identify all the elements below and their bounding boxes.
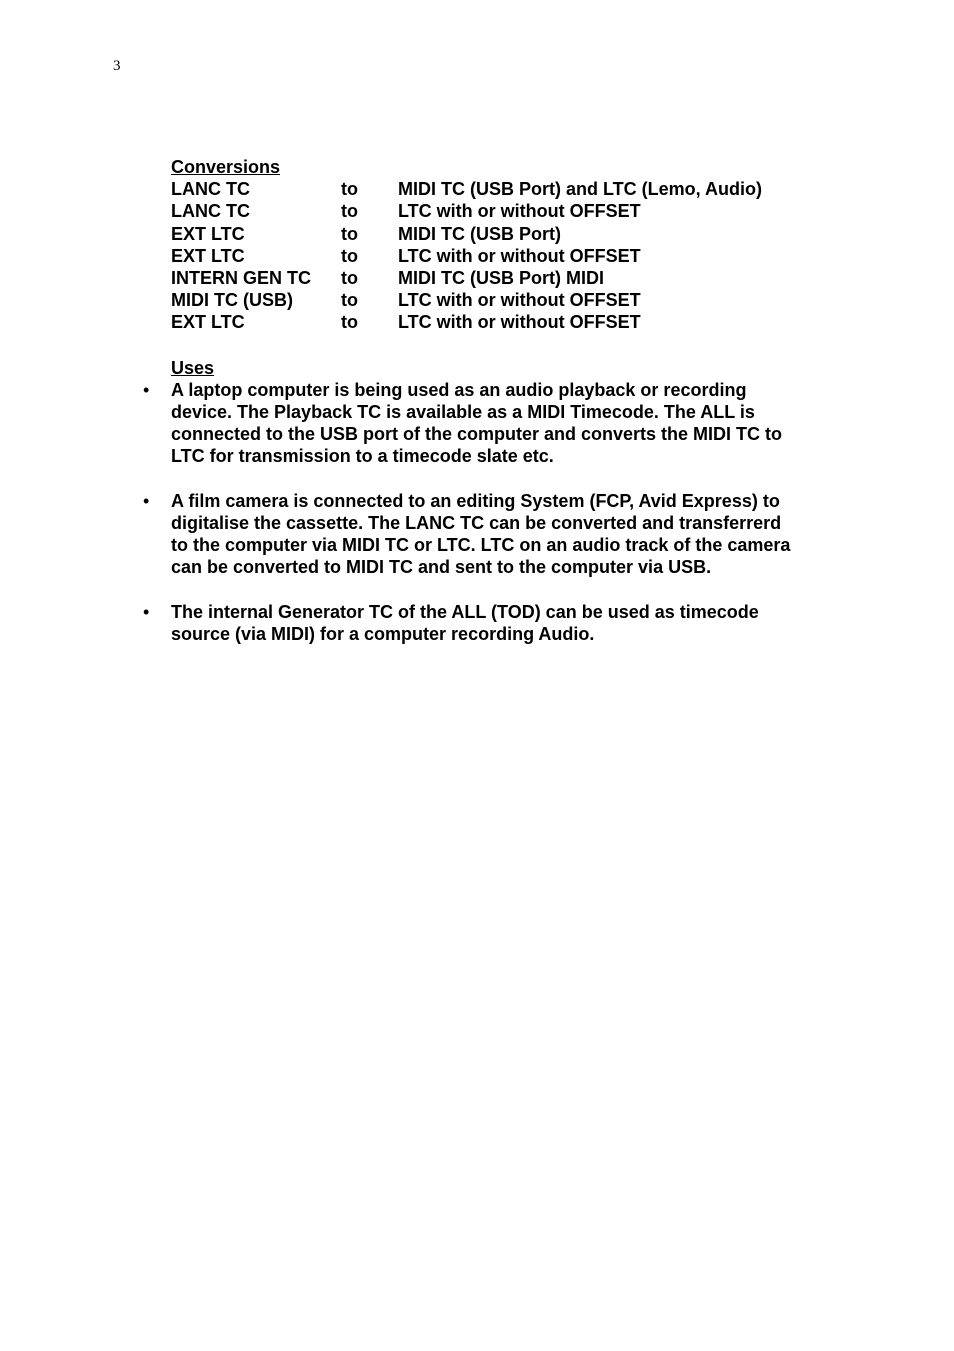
conversion-connector: to [341,245,358,266]
conversion-source: INTERN GEN TC [171,267,312,288]
uses-line: A film camera is connected to an editing System (FCP, Avid Express) to [171,490,780,511]
conversion-connector: to [341,267,358,288]
uses-line: LTC for transmission to a timecode slate etc. [171,446,554,467]
conversions-heading: Conversions [171,157,281,177]
list-item [143,490,851,579]
uses-line: source (via MIDI) for a computer recording Audio. [171,623,595,644]
list-item [143,379,851,468]
uses-line: connected to the USB port of the computer and converts the MIDI TC to [171,424,783,445]
conversion-source: MIDI TC (USB) [171,290,293,311]
conversion-connector: to [341,312,358,333]
uses-line: A laptop computer is being used as an audio playback or recording [171,379,747,400]
conversion-row [171,311,851,333]
conversion-row [171,178,851,200]
conversion-row [171,223,851,245]
conversion-source: LANC TC [171,179,250,200]
conversion-target: LTC with or without OFFSET [398,201,641,222]
uses-line: can be converted to MIDI TC and sent to the computer via USB. [171,557,712,578]
conversion-row [171,267,851,289]
uses-line: device. The Playback TC is available as a MIDI Timecode. The ALL is [171,401,755,422]
conversion-source: EXT LTC [171,312,245,333]
uses-line: digitalise the cassette. The LANC TC can be converted and transferrerd [171,512,782,533]
uses-list [143,379,851,645]
conversion-source: LANC TC [171,201,250,222]
uses-line: The internal Generator TC of the ALL (TOD) can be used as timecode [171,601,759,622]
list-item [143,601,851,645]
conversion-row [171,245,851,267]
conversion-connector: to [341,290,358,311]
conversion-source: EXT LTC [171,223,245,244]
conversion-connector: to [341,179,358,200]
conversion-target: MIDI TC (USB Port) MIDI [398,267,604,288]
bullet-icon: • [143,379,150,400]
conversion-row [171,289,851,311]
conversions-table [171,178,851,333]
conversion-target: LTC with or without OFFSET [398,312,641,333]
bullet-icon: • [143,490,150,511]
uses-heading: Uses [171,357,215,378]
uses-line: to the computer via MIDI TC or LTC. LTC on an audio track of the camera [171,535,791,556]
bullet-icon: • [143,601,150,622]
conversion-connector: to [341,201,358,222]
document-body [143,156,851,667]
conversion-target: LTC with or without OFFSET [398,290,641,311]
conversion-connector: to [341,223,358,244]
page-number: 3 [113,58,121,74]
conversion-target: MIDI TC (USB Port) [398,223,561,244]
conversion-target: MIDI TC (USB Port) and LTC (Lemo, Audio) [398,179,762,200]
conversion-target: LTC with or without OFFSET [398,245,641,266]
conversion-source: EXT LTC [171,245,245,266]
conversion-row [171,200,851,222]
